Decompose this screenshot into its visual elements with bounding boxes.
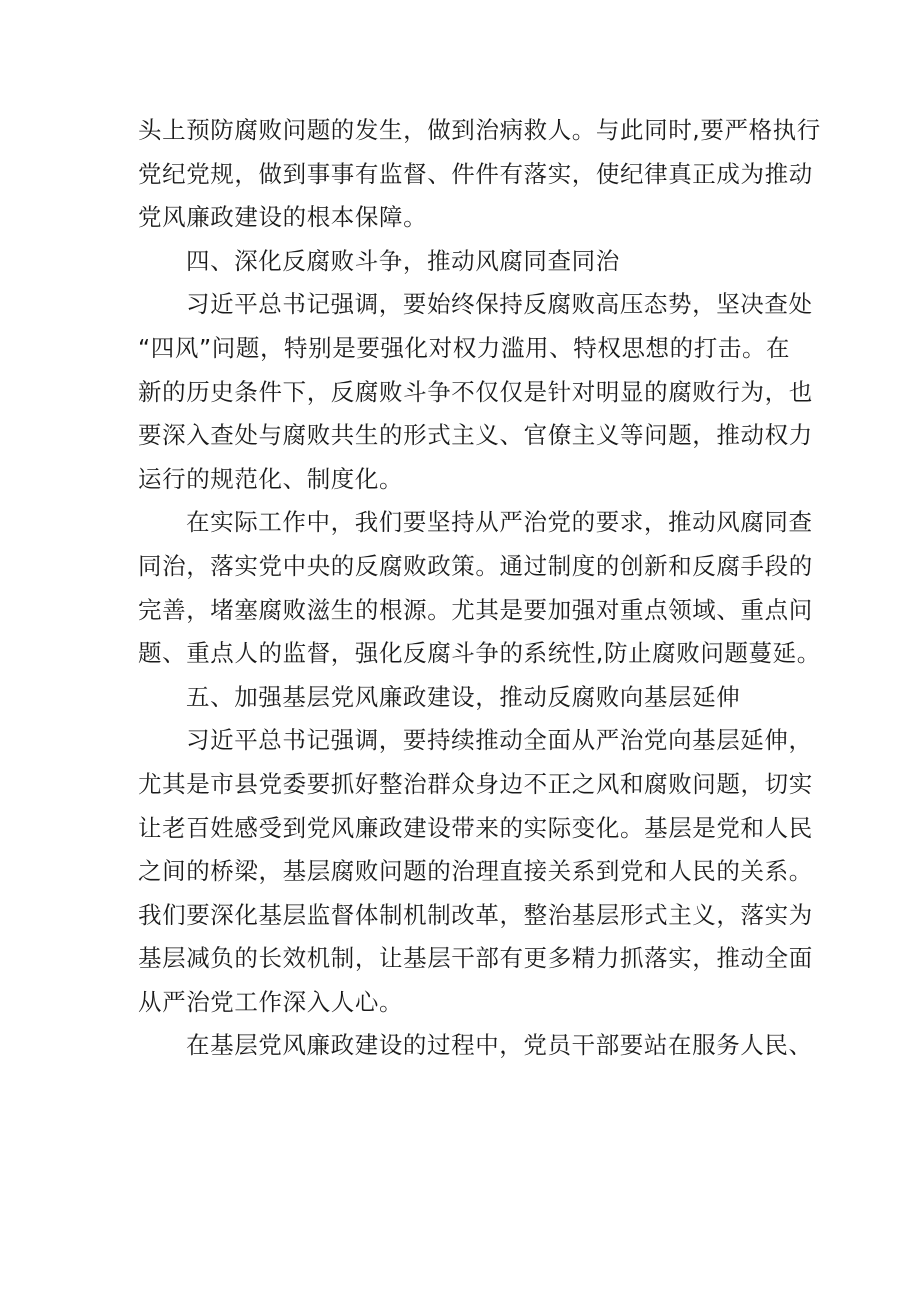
text-line: 同治，落实党中央的反腐败政策。通过制度的创新和反腐手段的 — [138, 551, 813, 580]
text-line: 在实际工作中，我们要坚持从严治党的要求，推动风腐同查 — [186, 508, 813, 537]
text-line: “四风”问题，特别是要强化对权力滥用、特权思想的打击。在 — [138, 333, 791, 362]
text-line: 从严治党工作深入人心。 — [138, 987, 404, 1016]
paragraph — [138, 283, 813, 501]
text-line: 新的历史条件下，反腐败斗争不仅仅是针对明显的腐败行为，也 — [138, 377, 813, 406]
text-line: 要深入查处与腐败共生的形式主义、官僚主义等问题，推动权力 — [138, 421, 813, 450]
text-line: 习近平总书记强调，要持续推动全面从严治党向基层延伸， — [186, 726, 813, 755]
heading-text: 四、深化反腐败斗争，推动风腐同查同治 — [186, 246, 620, 275]
document-body — [138, 109, 821, 1068]
text-line: 之间的桥梁，基层腐败问题的治理直接关系到党和人民的关系。 — [138, 857, 813, 886]
text-line: 让老百姓感受到党风廉政建设带来的实际变化。基层是党和人民 — [138, 813, 813, 842]
text-line: 在基层党风廉政建设的过程中，党员干部要站在服务人民、 — [186, 1031, 813, 1060]
text-line: 党风廉政建设的根本保障。 — [138, 203, 428, 232]
section-heading — [138, 240, 790, 284]
text-line: 尤其是市县党委要抓好整治群众身边不正之风和腐败问题，切实 — [138, 769, 813, 798]
text-line: 头上预防腐败问题的发生，做到治病救人。与此同时,要严格执行 — [138, 116, 821, 144]
paragraph — [138, 109, 821, 240]
section-heading — [138, 676, 790, 720]
text-line: 习近平总书记强调，要始终保持反腐败高压态势，坚决查处 — [186, 290, 813, 319]
heading-text: 五、加强基层党风廉政建设，推动反腐败向基层延伸 — [186, 682, 741, 711]
text-line: 完善，堵塞腐败滋生的根源。尤其是要加强对重点领域、重点问 — [138, 595, 813, 624]
text-line: 基层减负的长效机制，让基层干部有更多精力抓落实，推动全面 — [138, 944, 813, 973]
paragraph — [138, 719, 813, 1024]
paragraph — [138, 1024, 813, 1068]
text-line: 我们要深化基层监督体制机制改革，整治基层形式主义，落实为 — [138, 900, 813, 929]
text-line: 题、重点人的监督，强化反腐斗争的系统性,防止腐败问题蔓延。 — [138, 639, 821, 668]
paragraph — [138, 501, 821, 675]
text-line: 运行的规范化、制度化。 — [138, 464, 404, 493]
text-line: 党纪党规，做到事事有监督、件件有落实，使纪律真正成为推动 — [138, 159, 813, 188]
